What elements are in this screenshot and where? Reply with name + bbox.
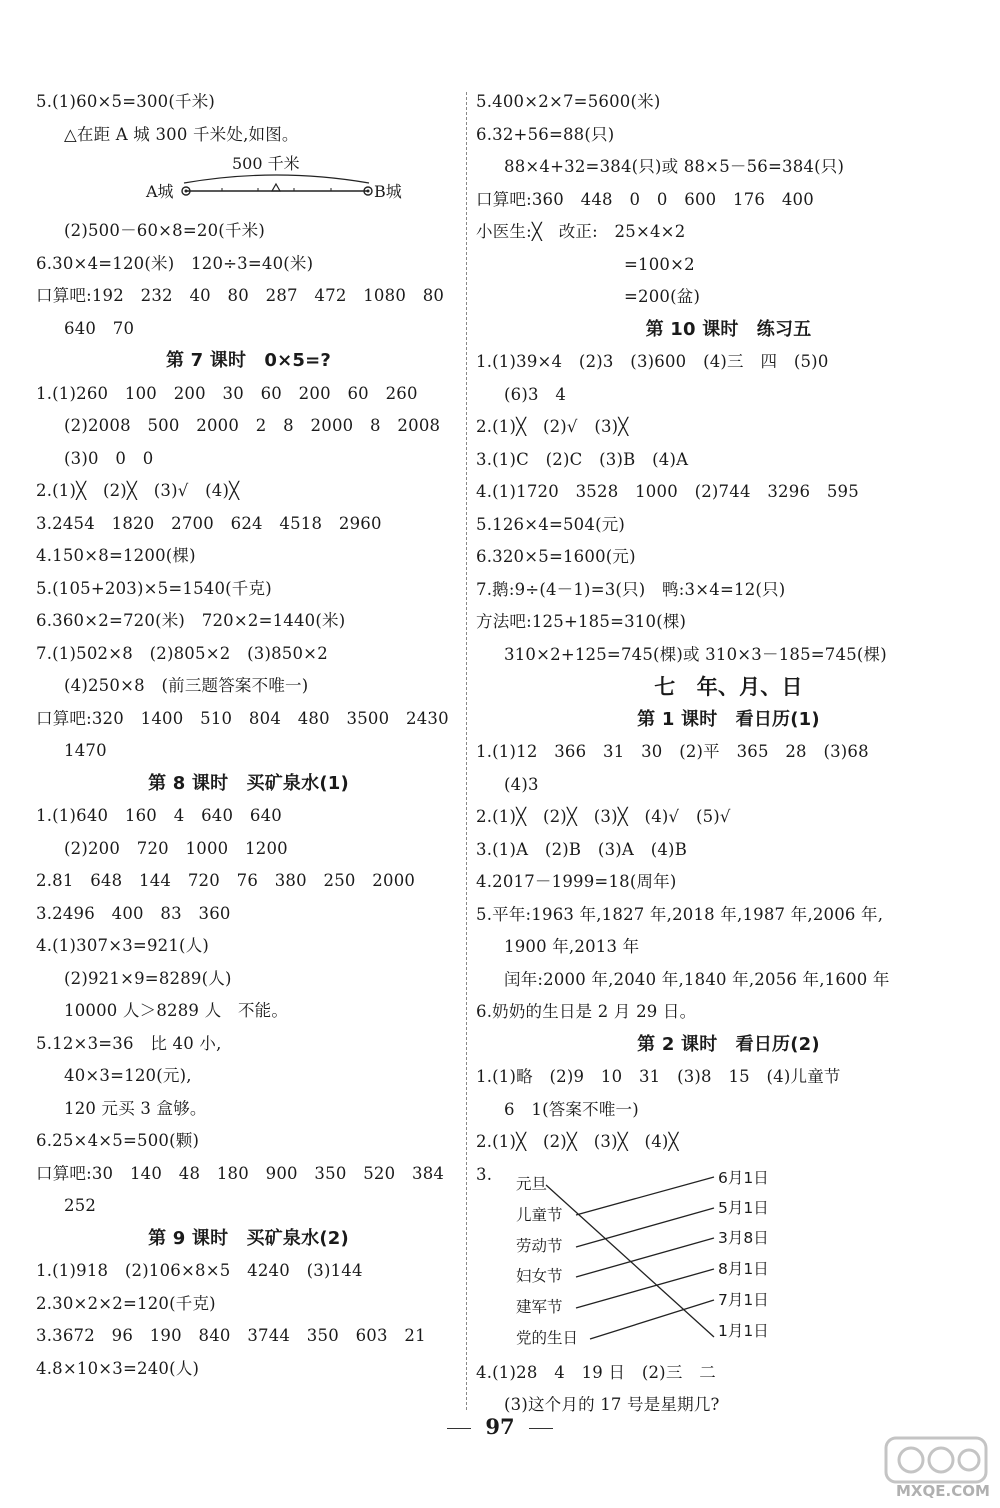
- answer-logo-icon: [856, 1432, 996, 1488]
- answer-line: 4.(1)307×3=921(人): [36, 936, 210, 955]
- answer-line: 6.奶奶的生日是 2 月 29 日。: [476, 1002, 697, 1021]
- answer-line: 3.2496 400 83 360: [36, 903, 231, 923]
- answer-line: 4.150×8=1200(棵): [36, 546, 196, 565]
- answer-line: 2.(1)╳ (2)╳ (3)√ (4)╳: [36, 481, 240, 500]
- answer-line: 2.(1)╳ (2)╳ (3)╳ (4)╳: [476, 1132, 679, 1151]
- answer-line: 1900 年,2013 年: [504, 937, 640, 956]
- section-title: 第 7 课时 0×5=?: [165, 350, 332, 371]
- answer-line: △在距 A 城 300 千米处,如图。: [64, 124, 299, 144]
- answer-line: 640 70: [64, 318, 135, 338]
- match-right-label: 5月1日: [718, 1198, 769, 1217]
- diagram-distance-label: 500 千米: [232, 154, 300, 173]
- answer-line: (4)3: [504, 774, 539, 794]
- answer-line: 口算吧:320 1400 510 804 480 3500 2430: [36, 708, 449, 728]
- answer-line: 口算吧:30 140 48 180 900 350 520 384: [36, 1163, 445, 1183]
- answer-line: 7.(1)502×8 (2)805×2 (3)850×2: [36, 643, 328, 663]
- match-left-label: 党的生日: [516, 1328, 579, 1347]
- answer-line: (2)200 720 1000 1200: [64, 838, 288, 858]
- answer-line: 2.30×2×2=120(千克): [36, 1293, 216, 1313]
- answer-line: 5.(1)60×5=300(千米): [36, 92, 216, 111]
- matching-diagram: [476, 1159, 981, 1357]
- answer-line: (6)3 4: [504, 384, 567, 404]
- answer-line: 5.400×2×7=5600(米): [476, 92, 661, 111]
- city-b-label: B城: [374, 182, 402, 201]
- answer-line: 6.30×4=120(米) 120÷3=40(米): [36, 253, 314, 273]
- answer-line: (2)2008 500 2000 2 8 2000 8 2008: [64, 416, 441, 435]
- section-title: 第 8 课时 买矿泉水(1): [148, 772, 349, 794]
- answer-line: 1.(1)260 100 200 30 60 200 60 260: [36, 383, 418, 403]
- answer-line: 6.32+56=88(只): [476, 124, 615, 144]
- answer-line: 3.3672 96 190 840 3744 350 603 21: [36, 1326, 426, 1345]
- match-left-label: 元旦: [516, 1174, 548, 1193]
- answer-line: 1.(1)640 160 4 640 640: [36, 806, 282, 825]
- answer-line: 1.(1)12 366 31 30 (2)平 365 28 (3)68: [476, 742, 869, 761]
- answer-line: 5.126×4=504(元): [476, 514, 626, 534]
- section-title: 第 1 课时 看日历(1): [637, 708, 820, 730]
- watermark: MXQE.COM: [856, 1432, 996, 1504]
- triangle-marker-icon: [272, 184, 280, 191]
- match-right-label: 1月1日: [718, 1321, 769, 1340]
- answer-line: 小医生:╳ 改正: 25×4×2: [476, 222, 686, 241]
- match-line: [546, 1185, 714, 1337]
- answer-line: 10000 人＞8289 人 不能。: [64, 1001, 289, 1020]
- answer-line: 6.360×2=720(米) 720×2=1440(米): [36, 611, 346, 630]
- answer-line: 3.2454 1820 2700 624 4518 2960: [36, 513, 382, 533]
- section-title: 第 9 课时 买矿泉水(2): [148, 1227, 349, 1249]
- left-column: [36, 86, 461, 1385]
- right-column: 5.400×2×7=5600(米) 6.32+56=88(只) 88×4+32=384(只)或 88×5－56=384(只) 口算吧:360 448 0 0 600 176 400 小医生:╳ 改正: 25×4×2 =100×2 =200(盆) 第 10 课时 练习五 1.(1)39×4 (2)3 (3)600 (4)三 四 (5)0 (6)3 4 2.(1)╳ (2)√ (3)╳ 3.(1)C (2)C (3)B (4)A 4.(1)1720 3528 1000 (2)744 3296 595 5.126×4=504(元) 6.320×5=1600(元) 7.鹅:9÷(4－1)=3(只) 鸭:3×4=12(只) 方法吧:125+185=310(棵) 310×2+125=745(棵)或 310×3－185=745(棵) 七 年、月、日 第 1 课时 看日历(1) 1.(1)12 366 31 30 (2)平 365 28 (3)68 (4)3 2.(1)╳ (2)╳ (3)╳ (4)√ (5)√ 3.(1)A (2)B (3)A (4)B 4.2017－1999=18(周年) 5.平年:1963 年,1827 年,2018 年,1987 年,2006 年, 1900 年,2013 年 闰年:2000 年,2040 年,1840 年,2056 年,1600 年 6.奶奶的生日是 2 月 29 日。 第 2 课时 看日历(2) 1.(1)略 (2)9 10 31 (3)8 15 (4)儿童节 6 1(答案不唯一) 2.(1)╳ (2)╳ (3)╳ (4)╳ 3. 元旦 儿童节 劳动节 妇女节 建军节 党的生日 6月1日 5月1日 3月8日 8月1日 7月1日 1月1日 4.(1)28 4 19 日 (2)三 二 (3)这个月的 17 号是星期几?: [476, 86, 981, 1422]
- match-right-labels: [718, 1169, 769, 1340]
- column-divider: [466, 92, 467, 1410]
- match-line: [576, 1208, 714, 1247]
- match-left-labels: [516, 1175, 578, 1347]
- answer-line: 2.(1)╳ (2)╳ (3)╳ (4)√ (5)√: [476, 807, 731, 826]
- answer-line: 1.(1)918 (2)106×8×5 4240 (3)144: [36, 1261, 363, 1280]
- answer-line: 2.81 648 144 720 76 380 250 2000: [36, 871, 416, 890]
- answer-line: 1470: [64, 741, 107, 760]
- match-right-label: 7月1日: [718, 1290, 769, 1309]
- answer-line: 口算吧:192 232 40 80 287 472 1080 80: [36, 286, 445, 305]
- match-left-label: 建军节: [516, 1297, 563, 1316]
- answer-line: (3)这个月的 17 号是星期几?: [504, 1395, 720, 1414]
- unit-title: 七 年、月、日: [654, 675, 803, 699]
- city-a-label: A城: [146, 182, 174, 201]
- answer-line: 口算吧:360 448 0 0 600 176 400: [476, 189, 814, 209]
- answer-line: 3.(1)C (2)C (3)B (4)A: [476, 449, 689, 469]
- page-number: 97: [425, 1414, 575, 1439]
- match-right-label: 8月1日: [718, 1259, 769, 1278]
- answer-line: 252: [64, 1196, 97, 1215]
- match-right-label: 6月1日: [718, 1168, 769, 1187]
- answer-line: (2)500－60×8=20(千米): [64, 221, 265, 240]
- section-title: 第 2 课时 看日历(2): [637, 1033, 820, 1055]
- answer-line: (4)250×8 (前三题答案不唯一): [64, 676, 309, 695]
- answer-line: 6 1(答案不唯一): [504, 1099, 639, 1119]
- answer-line: =100×2: [624, 254, 695, 274]
- match-line: [576, 1177, 714, 1215]
- answer-line: =200(盆): [624, 287, 701, 306]
- answer-line: 6.320×5=1600(元): [476, 547, 636, 566]
- distance-diagram: [36, 151, 461, 215]
- answer-line: 6.25×4×5=500(颗): [36, 1131, 200, 1150]
- answer-line: 1.(1)略 (2)9 10 31 (3)8 15 (4)儿童节: [476, 1067, 841, 1086]
- answer-line: 5.12×3=36 比 40 小,: [36, 1033, 222, 1053]
- section-title: 第 10 课时 练习五: [645, 318, 812, 340]
- answer-line: 120 元买 3 盒够。: [64, 1098, 207, 1118]
- match-left-label: 劳动节: [516, 1236, 563, 1255]
- answer-line: 5.(105+203)×5=1540(千克): [36, 578, 272, 598]
- answer-line: (2)921×9=8289(人): [64, 968, 232, 988]
- match-line: [576, 1238, 714, 1277]
- answer-line: 40×3=120(元),: [64, 1066, 192, 1085]
- match-right-label: 3月8日: [718, 1228, 769, 1247]
- answer-line: 310×2+125=745(棵)或 310×3－185=745(棵): [504, 644, 887, 664]
- answer-line: (3)0 0 0: [64, 448, 154, 468]
- answer-line: 4.8×10×3=240(人): [36, 1358, 200, 1378]
- answer-line: 4.2017－1999=18(周年): [476, 872, 677, 891]
- match-left-label: 儿童节: [516, 1205, 563, 1224]
- answer-line: 1.(1)39×4 (2)3 (3)600 (4)三 四 (5)0: [476, 352, 829, 371]
- answer-line: 7.鹅:9÷(4－1)=3(只) 鸭:3×4=12(只): [476, 579, 786, 599]
- answer-line: 88×4+32=384(只)或 88×5－56=384(只): [504, 157, 845, 176]
- answer-line: 2.(1)╳ (2)√ (3)╳: [476, 417, 629, 436]
- answer-line: 5.平年:1963 年,1827 年,2018 年,1987 年,2006 年,: [476, 904, 884, 924]
- answer-line: 闰年:2000 年,2040 年,1840 年,2056 年,1600 年: [504, 969, 890, 989]
- answer-line: 4.(1)1720 3528 1000 (2)744 3296 595: [476, 482, 859, 501]
- answer-line: 方法吧:125+185=310(棵): [476, 612, 687, 631]
- answer-line: 3.(1)A (2)B (3)A (4)B: [476, 839, 688, 859]
- match-left-label: 妇女节: [516, 1266, 563, 1285]
- answer-line: 4.(1)28 4 19 日 (2)三 二: [476, 1362, 716, 1382]
